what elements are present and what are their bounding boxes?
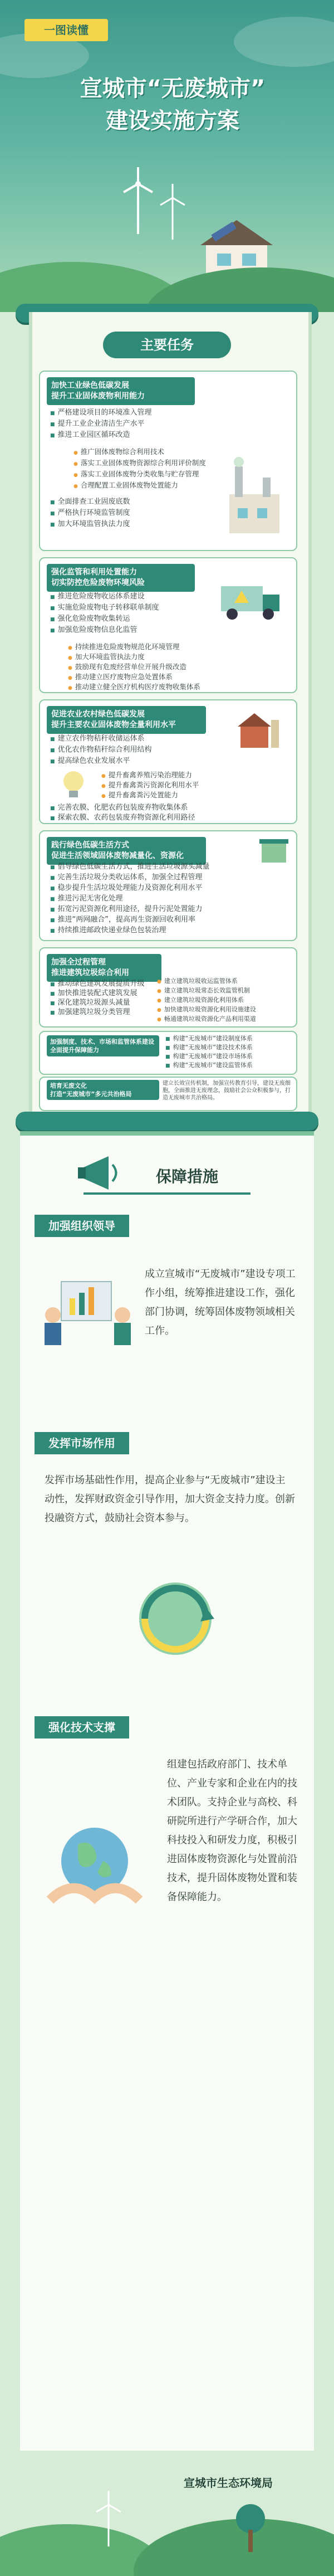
tree-icon: [234, 2502, 267, 2554]
sub-item: ● 提升畜禽养殖污染治理能力: [101, 770, 192, 781]
section-text: 发挥市场基础性作用，提高企业参与“无废城市”建设主动性，发挥财政资金引导作用，加大资金支持力度。创新投融资方式，鼓励社会资本参与。: [45, 1474, 295, 1524]
list-item: ■ 全面排查工业固废底数: [50, 497, 130, 508]
task-card-heading: 强化监管和利用处置能力 切实防控危险废物环境风险: [47, 564, 195, 592]
list-item: ■ 严格建设项目的环境准入管理: [50, 408, 152, 418]
sub-item: ● 建立建筑垃圾收运监管体系: [157, 976, 238, 987]
task-card-heading: 促进农业农村绿色低碳发展 提升主要农业固体废物全量利用水平: [47, 706, 206, 734]
sub-item: ● 加快建筑垃圾资源化利用设施建设: [157, 1005, 256, 1015]
sub-item: ● 建立建筑垃圾资源化利用体系: [157, 995, 244, 1006]
sub-item: ● 提升畜禽粪污资源化利用水平: [101, 780, 199, 791]
list-item: ■ 构建“无废城市”建设监管体系: [165, 1061, 253, 1070]
list-item: ■ 构建“无废城市”建设制度体系: [165, 1034, 253, 1044]
list-item: ■ 建立农作物秸秆收储运体系: [50, 734, 145, 744]
recycle-bin-icon: [257, 836, 291, 866]
wind-turbine-icon: [159, 184, 186, 242]
list-item: ■ 推进“两网融合”，提高再生资源回收利用率: [50, 915, 195, 926]
hazard-truck-icon: [218, 569, 285, 627]
list-item: ■ 加强危险废物信息化监管: [50, 625, 137, 636]
list-item: ■ 构建“无废城市”建设技术体系: [165, 1043, 253, 1053]
section-text: 成立宣城市“无废城市”建设专项工作小组，统筹推进建设工作，强化部门协调，统筹固体废物领域相关工作。: [145, 1268, 296, 1337]
scroll-bottom-bar: [16, 1112, 318, 1131]
footer-landscape: [0, 2491, 334, 2576]
list-item: ■ 提高绿色农业发展水平: [50, 756, 130, 767]
list-item: ■ 优化农作物秸秆综合利用结构: [50, 745, 152, 756]
wind-turbine-icon: [121, 167, 155, 236]
list-item: ■ 倡导绿色低碳生活方式，推进生活垃圾源头减量: [50, 862, 210, 873]
list-item: ■ 完善生活垃圾分类收运体系，加强全过程管理: [50, 873, 203, 883]
list-item: ■ 提升工业企业清洁生产水平: [50, 419, 145, 430]
publisher-label: 宣城市生态环境局: [184, 2476, 273, 2490]
guarantee-title: 保障措施: [156, 1167, 219, 1186]
sub-item: ● 鼓励现有危废经营单位开展升级改造: [68, 662, 186, 673]
section-heading: 发挥市场作用: [35, 1432, 129, 1454]
wind-turbine-icon: [95, 2491, 122, 2549]
list-item: ■ 强化危险废物收集转运: [50, 614, 130, 625]
page-title: 宣城市“无废城市” 建设实施方案: [80, 76, 266, 134]
task-card-heading: 培育无废文化 打造“无废城市”多元共治格局: [47, 1080, 159, 1100]
list-item: ■ 推进危险废物收运体系建设: [50, 592, 145, 602]
factory-icon: [224, 455, 285, 541]
farm-icon: [229, 709, 285, 756]
sub-item: ● 推动建立医疗废物应急处置体系: [68, 672, 173, 683]
task-card-construction: [39, 947, 297, 1028]
task-card-heading: 加强制度、技术、市场和监管体系建设 全面提升保障能力: [47, 1035, 159, 1056]
sub-item: ● 加大环境监管执法力度: [68, 652, 145, 663]
task-card-hazardous: [39, 557, 297, 693]
sub-item: ● 推广固体废物综合利用技术: [73, 447, 164, 458]
sub-item: ● 落实工业固体废物资源综合利用评价制度: [73, 458, 206, 469]
list-item: ■ 持续推进邮政快递业绿色包装治理: [50, 926, 166, 936]
section-heading: 强化技术支撑: [35, 1716, 129, 1739]
list-item: ■ 稳步提升生活垃圾处理能力及资源化利用水平: [50, 883, 203, 894]
main-tasks-title: 主要任务: [103, 332, 231, 358]
task-card-heading: 加快工业绿色低碳发展 提升工业固体废物利用能力: [47, 377, 195, 405]
sub-item: ● 推动建立健全医疗机构医疗废物收集体系: [68, 682, 200, 693]
list-item: ■ 构建“无废城市”建设市场体系: [165, 1052, 253, 1061]
list-item: ■ 推动绿色建筑发展提质升级: [50, 979, 145, 990]
lightbulb-icon: [57, 767, 90, 803]
list-item: ■ 拓宽污泥资源化利用途径，提升污泥处置能力: [50, 904, 203, 915]
task-card-systems: [39, 1031, 297, 1075]
list-item: ■ 加强建筑垃圾分类管理: [50, 1007, 130, 1018]
list-item: ■ 推进污泥无害化处理: [50, 894, 123, 904]
intro-tag: 一图读懂: [24, 19, 108, 41]
task-card-industrial: [39, 371, 297, 551]
decor-cloud: [234, 17, 334, 67]
sub-item: ● 畅通建筑垃圾资源化产品利用渠道: [157, 1014, 256, 1025]
list-item: ■ 深化建筑垃圾源头减量: [50, 998, 130, 1009]
list-item: ■ 严格执行环境监管制度: [50, 508, 130, 519]
globe-hands-icon: [39, 1817, 150, 1919]
sub-item: ● 落实工业固体废物分类收集与贮存管理: [73, 469, 199, 480]
people-icon: [39, 1276, 134, 1351]
list-item: ■ 加快推进装配式建筑发展: [50, 988, 137, 999]
list-item: ■ 实施危险废物电子转移联单制度: [50, 603, 159, 613]
sub-item: ● 持续推进危险废物规范化环境管理: [68, 642, 179, 653]
list-item: ■ 完善农膜、化肥农药包装废弃物收集体系: [50, 803, 188, 814]
list-item: ■ 加大环境监管执法力度: [50, 519, 130, 530]
task-card-lifestyle: [39, 830, 297, 941]
recycle-earth-icon: [122, 1571, 228, 1668]
list-item: ■ 探索农膜、农药包装废弃物资源化利用路径: [50, 813, 195, 824]
megaphone-icon: [78, 1153, 128, 1195]
sub-item: ● 提升畜禽粪污处置能力: [101, 790, 178, 801]
sub-item: ● 建立建筑垃圾常态长效监管机制: [157, 986, 250, 996]
task-card-heading: 加强全过程管理 推进建筑垃圾综合利用: [47, 954, 161, 982]
sub-item: ● 合理配置工业固体废物处置能力: [73, 480, 178, 491]
section-text: 组建包括政府部门、技术单位、产业专家和企业在内的技术团队。支持企业与高校、科研院所进行产学研合作，加大科技投入和研发力度，积极引进固体废物资源化与处置前沿技术，提升固体废物处置和装备保障能力。: [167, 1759, 297, 1903]
task-card-culture: [39, 1077, 297, 1111]
culture-text: 建立长效宣传机制，加强宣传教育引导，建设无废细胞，全面推进无废理念，鼓励社会公众积极参与，打造无废城市共治格局。: [163, 1080, 291, 1101]
task-card-heading: 践行绿色低碳生活方式 促进生活领域固体废物减量化、资源化: [47, 837, 206, 865]
list-item: ■ 推进工业园区循环改造: [50, 430, 130, 441]
section-heading: 加强组织领导: [35, 1215, 129, 1237]
task-card-agriculture: [39, 699, 297, 824]
header-banner: [0, 0, 334, 312]
